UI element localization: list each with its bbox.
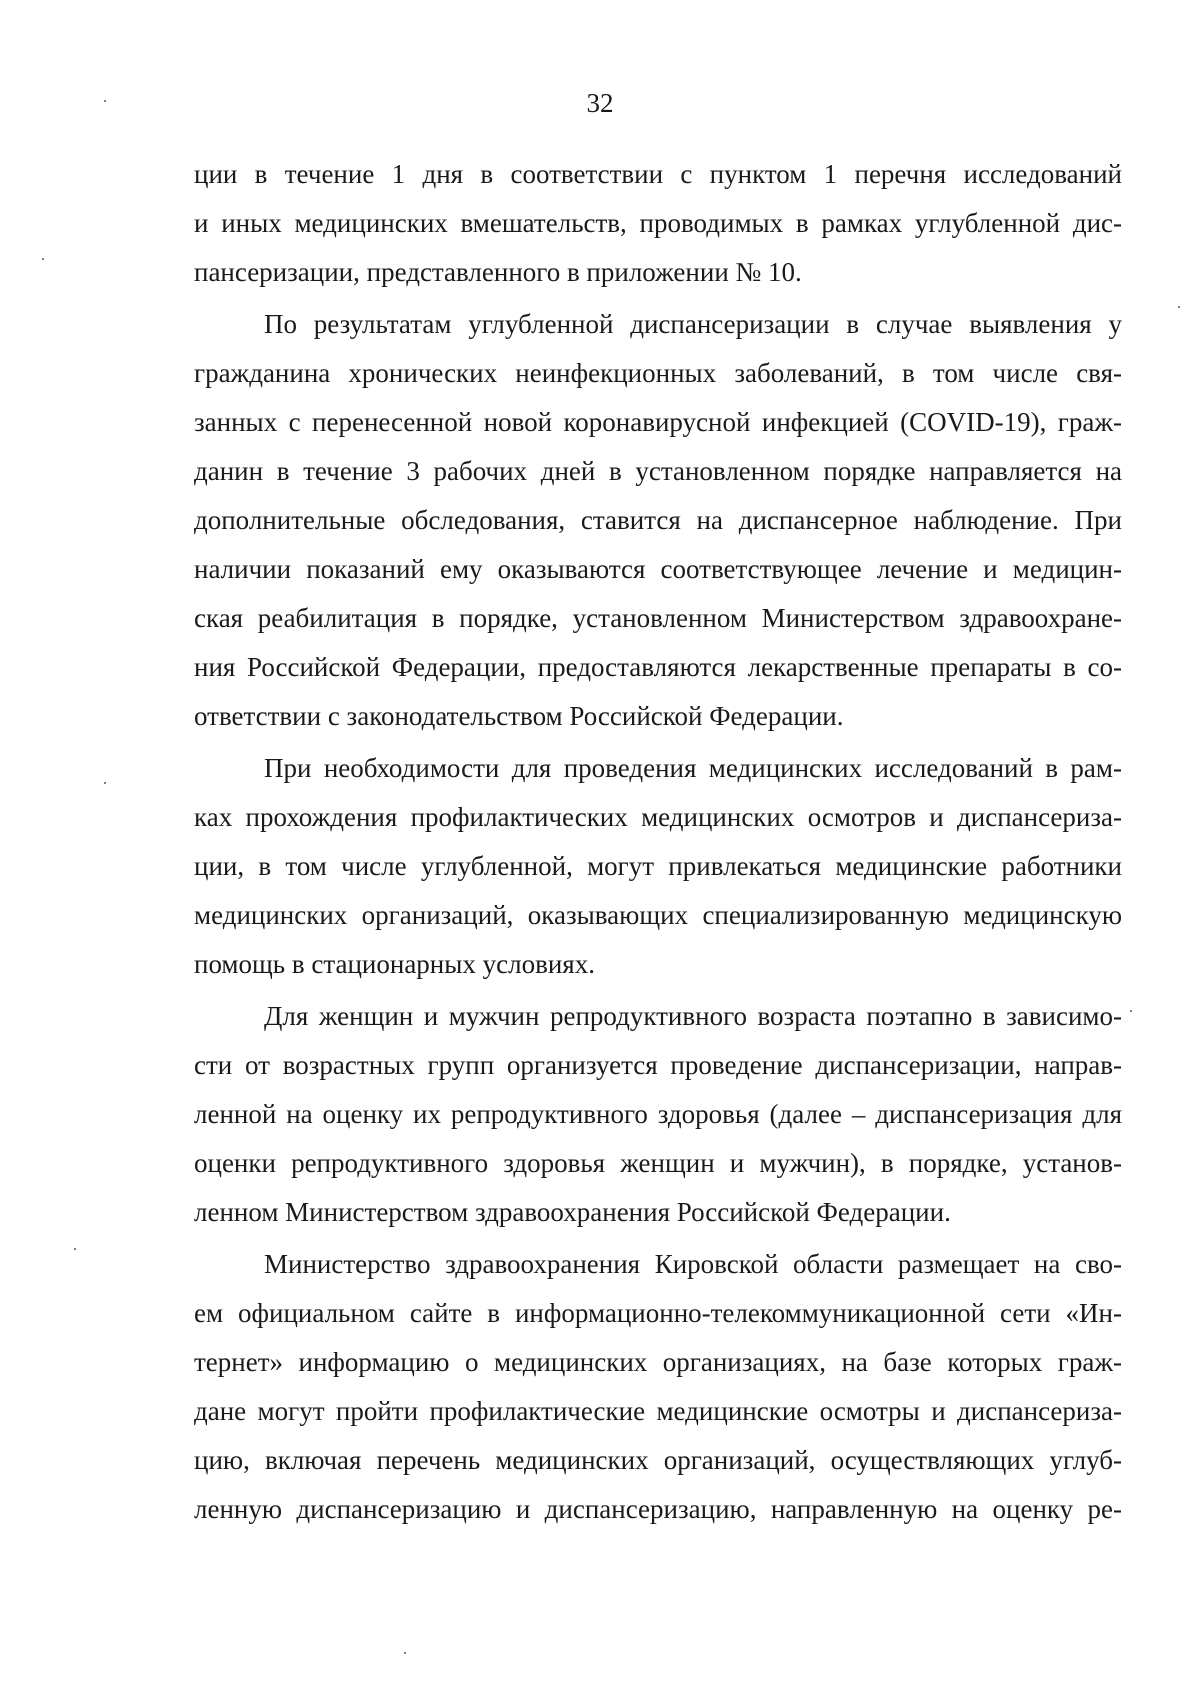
paragraph-4-line-3: ленной на оценку их репродуктивного здоровья (далее – диспансеризация для <box>194 1099 1122 1129</box>
paragraph-3-line-3: ции, в том числе углубленной, могут привлекаться медицинские работники <box>194 851 1122 881</box>
paragraph-1-line-3: пансеризации, представленного в приложении № 10. <box>194 257 802 287</box>
paragraph-2-line-1: По результатам углубленной диспансеризации в случае выявления у <box>264 309 1122 339</box>
scan-speck <box>74 1248 76 1250</box>
paragraph-2-line-2: гражданина хронических неинфекционных заболеваний, в том числе свя- <box>194 358 1122 388</box>
paragraph-4-line-5: ленном Министерством здравоохранения Российской Федерации. <box>194 1197 951 1227</box>
paragraph-3-line-4: медицинских организаций, оказывающих специализированную медицинскую <box>194 900 1122 930</box>
paragraph-2-line-8: ния Российской Федерации, предоставляются лекарственные препараты в со- <box>194 652 1122 682</box>
paragraph-3-line-5: помощь в стационарных условиях. <box>194 949 595 979</box>
paragraph-5-line-1: Министерство здравоохранения Кировской области размещает на сво- <box>264 1249 1122 1279</box>
paragraph-5-line-6: ленную диспансеризацию и диспансеризацию, направленную на оценку ре- <box>194 1494 1122 1524</box>
scan-speck <box>42 258 44 260</box>
paragraph-2-line-9: ответствии с законодательством Российской Федерации. <box>194 701 844 731</box>
paragraph-2-line-6: наличии показаний ему оказываются соответствующее лечение и медицин- <box>194 554 1122 584</box>
paragraph-3-line-1: При необходимости для проведения медицинских исследований в рам- <box>264 753 1122 783</box>
scan-speck <box>404 1652 406 1654</box>
paragraph-5-line-4: дане могут пройти профилактические медицинские осмотры и диспансериза- <box>194 1396 1122 1426</box>
document-body <box>194 150 1122 1534</box>
paragraph-2-line-5: дополнительные обследования, ставится на диспансерное наблюдение. При <box>194 505 1122 535</box>
paragraph-2-line-3: занных с перенесенной новой коронавирусной инфекцией (COVID-19), граж- <box>194 407 1122 437</box>
paragraph-2-line-7: ская реабилитация в порядке, установленном Министерством здравоохране- <box>194 603 1122 633</box>
paragraph-1-line-1: ции в течение 1 дня в соответствии с пунктом 1 перечня исследований <box>194 159 1122 189</box>
scan-speck <box>104 100 106 102</box>
paragraph-1-line-2: и иных медицинских вмешательств, проводимых в рамках углубленной дис- <box>194 208 1122 238</box>
paragraph-4-line-1: Для женщин и мужчин репродуктивного возраста поэтапно в зависимо- <box>264 1001 1122 1031</box>
paragraph-5-line-3: тернет» информацию о медицинских организациях, на базе которых граж- <box>194 1347 1122 1377</box>
page-number: 32 <box>586 88 614 118</box>
paragraph-5-line-2: ем официальном сайте в информационно-телекоммуникационной сети «Ин- <box>194 1298 1122 1328</box>
paragraph-3-line-2: ках прохождения профилактических медицинских осмотров и диспансериза- <box>194 802 1122 832</box>
paragraph-4-line-2: сти от возрастных групп организуется проведение диспансеризации, направ- <box>194 1050 1122 1080</box>
paragraph-4-line-4: оценки репродуктивного здоровья женщин и мужчин), в порядке, установ- <box>194 1148 1122 1178</box>
paragraph-5-line-5: цию, включая перечень медицинских организаций, осуществляющих углуб- <box>194 1445 1122 1475</box>
scan-speck <box>1178 306 1180 308</box>
scan-speck <box>1130 1010 1132 1012</box>
scan-speck <box>104 782 106 784</box>
paragraph-2-line-4: данин в течение 3 рабочих дней в установленном порядке направляется на <box>194 456 1122 486</box>
